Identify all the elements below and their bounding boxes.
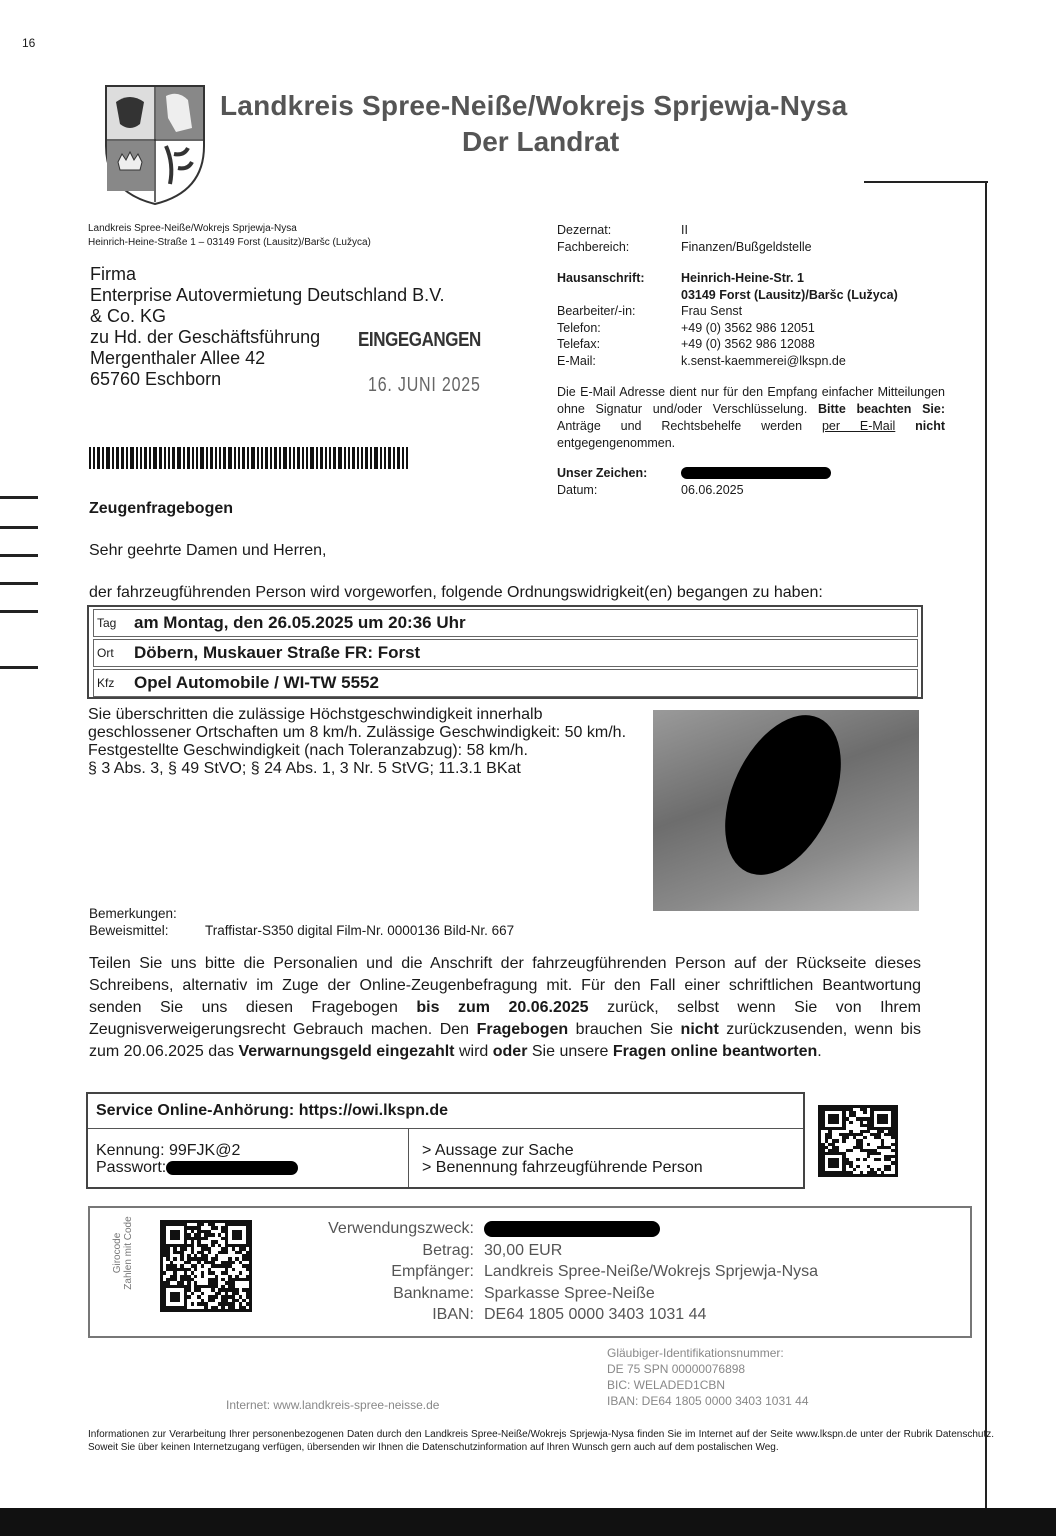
- redaction-bar: [484, 1221, 660, 1237]
- evidence-photo: [653, 710, 919, 911]
- offense-row-tag: [93, 609, 918, 637]
- scan-edge: [0, 1508, 1056, 1536]
- contact-info-table: [557, 222, 898, 369]
- creditor-line: Gläubiger-Identifikationsnummer:: [607, 1346, 784, 1360]
- divider: [408, 1129, 409, 1187]
- telefon-label: Telefon:: [557, 320, 601, 335]
- recipient-line: & Co. KG: [90, 306, 167, 326]
- barcode-bar: [279, 447, 281, 469]
- barcode-bar: [270, 447, 272, 469]
- creditor-line: IBAN: DE64 1805 0000 3403 1031 44: [607, 1394, 809, 1408]
- barcode-bar: [234, 447, 236, 469]
- recipient-line: Enterprise Autovermietung Deutschland B.V.: [90, 285, 445, 305]
- salutation: Sehr geehrte Damen und Herren,: [89, 542, 327, 559]
- barcode-bar: [192, 447, 194, 469]
- notice-emphasis: Bitte beachten Sie:: [818, 402, 945, 416]
- barcode-bar: [93, 447, 95, 469]
- creditor-line: BIC: WELADED1CBN: [607, 1378, 726, 1392]
- instructions-paragraph: [89, 953, 921, 1063]
- iban-value: DE64 1805 0000 3403 1031 44: [484, 1306, 707, 1323]
- email-notice: [557, 384, 945, 452]
- bearbeiter-label: Bearbeiter/-in:: [557, 304, 636, 318]
- barcode-bar: [136, 447, 138, 469]
- barcode-bar: [102, 447, 104, 469]
- barcode-bar: [215, 447, 217, 469]
- row-label: Tag: [97, 616, 117, 630]
- barcode-bar: [97, 447, 100, 469]
- coat-of-arms-logo: [104, 84, 206, 206]
- option-aussage: > Aussage zur Sache: [422, 1142, 574, 1159]
- recipient-line: Firma: [90, 264, 136, 284]
- notice-emphasis: nicht: [915, 419, 946, 433]
- instr-text: wird: [458, 1043, 489, 1060]
- barcode-bar: [130, 447, 134, 469]
- creditor-line: DE 75 SPN 00000076898: [607, 1362, 746, 1376]
- dezernat-label: Dezernat:: [557, 223, 612, 237]
- sender-line: Landkreis Spree-Neiße/Wokrejs Sprjewja-Nysa: [88, 223, 297, 234]
- row-value: Döbern, Muskauer Straße FR: Forst: [134, 643, 421, 662]
- barcode-bar: [112, 447, 114, 469]
- recipient-address: [90, 264, 510, 390]
- fold-mark: [0, 496, 38, 499]
- barcode: [89, 447, 410, 469]
- betrag-label: Betrag:: [422, 1241, 474, 1259]
- barcode-bar: [210, 447, 213, 469]
- barcode-bar: [168, 447, 170, 469]
- remarks-label: Bemerkungen:: [89, 906, 177, 921]
- sender-line: Heinrich-Heine-Straße 1 – 03149 Forst (Lausitz)/Baršc (Lužyca): [88, 237, 371, 248]
- beweismittel-label: Beweismittel:: [89, 923, 169, 938]
- barcode-bar: [257, 447, 259, 469]
- barcode-bar: [338, 447, 342, 469]
- intro-text: der fahrzeugführenden Person wird vorgeworfen, folgende Ordnungswidrigkeit(en) begangen zu haben:: [89, 584, 823, 601]
- barcode-bar: [380, 447, 382, 469]
- row-value: am Montag, den 26.05.2025 um 20:36 Uhr: [134, 613, 466, 632]
- barcode-bar: [238, 447, 240, 469]
- barcode-bar: [265, 447, 268, 469]
- barcode-bar: [274, 447, 277, 469]
- barcode-bar: [159, 447, 162, 469]
- barcode-bar: [310, 447, 314, 469]
- barcode-bar: [177, 447, 181, 469]
- online-options: [422, 1142, 703, 1176]
- telefon-value: +49 (0) 3562 986 12051: [681, 320, 815, 335]
- fold-mark: [0, 582, 38, 585]
- betrag-value: 30,00 EUR: [484, 1241, 563, 1259]
- barcode-bar: [247, 447, 249, 469]
- sender-address: [88, 222, 371, 250]
- barcode-bar: [365, 447, 368, 469]
- fold-mark: [0, 526, 38, 529]
- instr-emphasis: oder: [492, 1043, 528, 1060]
- barcode-bar: [393, 447, 395, 469]
- instr-text: Sie unsere: [531, 1043, 609, 1060]
- notice-text: Anträge und Rechtsbehelfe werden: [557, 419, 803, 433]
- payment-box: [88, 1206, 972, 1338]
- row-label: Ort: [97, 646, 114, 660]
- email-link[interactable]: k.senst-kaemmerei@lkspn.de: [681, 353, 846, 368]
- iban-label: IBAN:: [432, 1306, 474, 1323]
- barcode-bar: [293, 447, 295, 469]
- barcode-bar: [251, 447, 255, 469]
- page-number: 16: [22, 36, 36, 50]
- datum-value: 06.06.2025: [681, 482, 744, 497]
- barcode-bar: [306, 447, 308, 469]
- barcode-bar: [116, 447, 119, 469]
- fold-mark: [0, 666, 38, 669]
- barcode-bar: [374, 447, 378, 469]
- margin-line: [985, 181, 987, 1521]
- barcode-bar: [121, 447, 124, 469]
- barcode-bar: [302, 447, 304, 469]
- online-hearing-box: [86, 1092, 805, 1189]
- barcode-bar: [283, 447, 287, 469]
- telefax-label: Telefax:: [557, 337, 601, 351]
- passwort-label: Passwort:: [96, 1159, 167, 1176]
- bankname-label: Bankname:: [393, 1284, 474, 1302]
- instr-emphasis: Fragen online beantworten: [612, 1043, 818, 1060]
- barcode-bar: [361, 447, 363, 469]
- website-link[interactable]: Internet: www.landkreis-spree-neisse.de: [226, 1398, 440, 1412]
- payment-details: [298, 1218, 818, 1326]
- verwendungszweck-label: Verwendungszweck:: [328, 1220, 474, 1237]
- barcode-bar: [370, 447, 372, 469]
- barcode-bar: [164, 447, 166, 469]
- girocode-text: Zahlen mit Code: [123, 1216, 134, 1290]
- kennung-label: Kennung:: [96, 1142, 165, 1159]
- notice-underline: per E-Mail: [821, 419, 896, 433]
- credentials: [96, 1142, 298, 1176]
- girocode-text: Girocode: [112, 1232, 123, 1274]
- hausanschrift-value: Heinrich-Heine-Str. 1: [681, 271, 804, 285]
- redaction-bar: [681, 467, 831, 479]
- bankname-value: Sparkasse Spree-Neiße: [484, 1284, 655, 1302]
- telefax-value: +49 (0) 3562 986 12088: [681, 337, 815, 351]
- reference-block: [557, 465, 831, 498]
- qr-modules: [821, 1108, 895, 1174]
- hausanschrift-value: 03149 Forst (Lausitz)/Baršc (Lužyca): [681, 287, 898, 302]
- online-hearing-link[interactable]: Service Online-Anhörung: https://owi.lkspn.de: [88, 1094, 803, 1129]
- notice-text: Die E-Mail Adresse dient nur für den Empfang einfacher Mitteilungen ohne Signatur und/oder Verschlüsselung.: [557, 385, 945, 416]
- instr-text: .: [817, 1043, 822, 1060]
- org-title: Landkreis Spree-Neiße/Wokrejs Sprjewja-Nysa: [220, 90, 848, 121]
- bearbeiter-value: Frau Senst: [681, 304, 743, 318]
- legal-reference: § 3 Abs. 3, § 49 StVO; § 24 Abs. 1, 3 Nr. 5 StVG; 11.3.1 BKat: [88, 760, 521, 777]
- barcode-bar: [297, 447, 300, 469]
- barcode-bar: [397, 447, 400, 469]
- barcode-bar: [348, 447, 350, 469]
- recipient-line: zu Hd. der Geschäftsführung: [90, 327, 321, 347]
- hausanschrift-label: Hausanschrift:: [557, 271, 645, 285]
- instr-emphasis: Fragebogen: [476, 1021, 569, 1038]
- barcode-bar: [242, 447, 245, 469]
- barcode-bar: [89, 447, 91, 469]
- recipient-line: 65760 Eschborn: [90, 369, 222, 389]
- remarks-block: [89, 905, 514, 939]
- row-label: Kfz: [97, 676, 115, 690]
- creditor-info: [607, 1345, 809, 1409]
- received-stamp-date: 16. JUNI 2025: [368, 374, 481, 396]
- zeichen-label: Unser Zeichen:: [557, 466, 648, 480]
- document-heading: Zeugenfragebogen: [89, 500, 234, 517]
- fachbereich-label: Fachbereich:: [557, 239, 630, 254]
- barcode-bar: [402, 447, 404, 469]
- offense-row-ort: [93, 639, 918, 667]
- barcode-bar: [388, 447, 391, 469]
- barcode-bar: [357, 447, 359, 469]
- row-value: Opel Automobile / WI-TW 5552: [134, 673, 379, 692]
- barcode-bar: [144, 447, 147, 469]
- barcode-bar: [219, 447, 221, 469]
- girocode-label: [112, 1208, 134, 1298]
- received-stamp: EINGEGANGEN: [358, 329, 481, 351]
- offense-row-kfz: [93, 669, 918, 697]
- barcode-bar: [106, 447, 110, 469]
- datum-label: Datum:: [557, 482, 598, 497]
- org-subtitle: Der Landrat: [462, 126, 620, 157]
- barcode-bar: [196, 447, 198, 469]
- girocode-qr[interactable]: [160, 1220, 252, 1312]
- barcode-bar: [320, 447, 323, 469]
- barcode-bar: [140, 447, 142, 469]
- barcode-bar: [289, 447, 291, 469]
- barcode-bar: [384, 447, 386, 469]
- empfaenger-value: Landkreis Spree-Neiße/Wokrejs Sprjewja-Nysa: [484, 1263, 819, 1280]
- beweismittel-value: Traffistar-S350 digital Film-Nr. 0000136 Bild-Nr. 667: [205, 923, 515, 938]
- fold-mark: [0, 554, 38, 557]
- offense-description-text: Sie überschritten die zulässige Höchstgeschwindigkeit innerhalb geschlossener Ortschaften um 8 km/h. Zulässige Geschwindigkeit: 50 km/h. Festgestellte Geschwindigkeit (nach Toleranzabzug): 58 km/h.: [88, 706, 627, 759]
- notice-text: entgegengenommen.: [557, 436, 676, 450]
- instr-emphasis: Verwarnungsgeld eingezahlt: [238, 1043, 455, 1060]
- barcode-bar: [325, 447, 327, 469]
- barcode-bar: [153, 447, 157, 469]
- empfaenger-label: Empfänger:: [391, 1263, 474, 1280]
- redaction-bar: [166, 1161, 298, 1175]
- barcode-bar: [228, 447, 232, 469]
- barcode-bar: [187, 447, 190, 469]
- kennung-value: 99FJK@2: [168, 1142, 241, 1159]
- barcode-bar: [200, 447, 204, 469]
- instr-text: zurückzusenden, wenn bis zum 20.06.2025 das: [89, 1021, 921, 1060]
- barcode-bar: [206, 447, 208, 469]
- qr-module: [246, 1306, 249, 1309]
- barcode-bar: [329, 447, 331, 469]
- option-benennung: > Benennung fahrzeugführende Person: [422, 1159, 703, 1176]
- recipient-line: Mergenthaler Allee 42: [90, 348, 266, 368]
- fachbereich-value: Finanzen/Bußgeldstelle: [681, 239, 812, 254]
- qr-module: [891, 1171, 895, 1174]
- dezernat-value: II: [681, 223, 688, 237]
- instr-emphasis: bis zum 20.06.2025: [416, 999, 589, 1016]
- qr-modules: [163, 1223, 249, 1309]
- privacy-notice: Informationen zur Verarbeitung Ihrer personenbezogenen Daten durch den Landkreis Spree-Neiße/Wokrejs Sprjewja-Nysa finden Sie im Internet auf der Seite www.lkspn.de unter der Rubrik Datenschutz. Soweit Sie über keinen Internetzugang verfügen, übersenden wir Ihnen die Datenschutzinformation auf Ihren Wunsch gern auch auf dem postalischen Weg.: [88, 1429, 994, 1453]
- qr-code-online[interactable]: [818, 1105, 898, 1177]
- fold-corner-line: [864, 181, 988, 183]
- redaction-blob: [702, 710, 864, 893]
- barcode-bar: [406, 447, 408, 469]
- barcode-bar: [261, 447, 263, 469]
- barcode-bar: [126, 447, 128, 469]
- barcode-bar: [149, 447, 151, 469]
- instr-text: brauchen Sie: [575, 1021, 674, 1038]
- instr-emphasis: nicht: [680, 1021, 719, 1038]
- barcode-bar: [172, 447, 175, 469]
- barcode-bar: [333, 447, 336, 469]
- fold-mark: [0, 610, 38, 613]
- offense-details-box: [87, 605, 923, 699]
- offense-description: [88, 706, 633, 778]
- barcode-bar: [183, 447, 185, 469]
- barcode-bar: [344, 447, 346, 469]
- barcode-bar: [223, 447, 226, 469]
- email-label: E-Mail:: [557, 353, 596, 368]
- instr-text: zurück, selbst wenn Sie von Ihrem Zeugnisverweigerungsrecht Gebrauch machen. Den: [89, 999, 921, 1038]
- instr-text: Teilen Sie uns bitte die Personalien und die Anschrift der fahrzeugführenden Person auf der Rückseite dieses Schreibens, alternativ im Zuge der Online-Zeugenbefragung mit. Für den Fall einer schriftlichen Beantwortung senden Sie uns diesen Fragebogen: [89, 955, 921, 1016]
- barcode-bar: [316, 447, 318, 469]
- barcode-bar: [352, 447, 355, 469]
